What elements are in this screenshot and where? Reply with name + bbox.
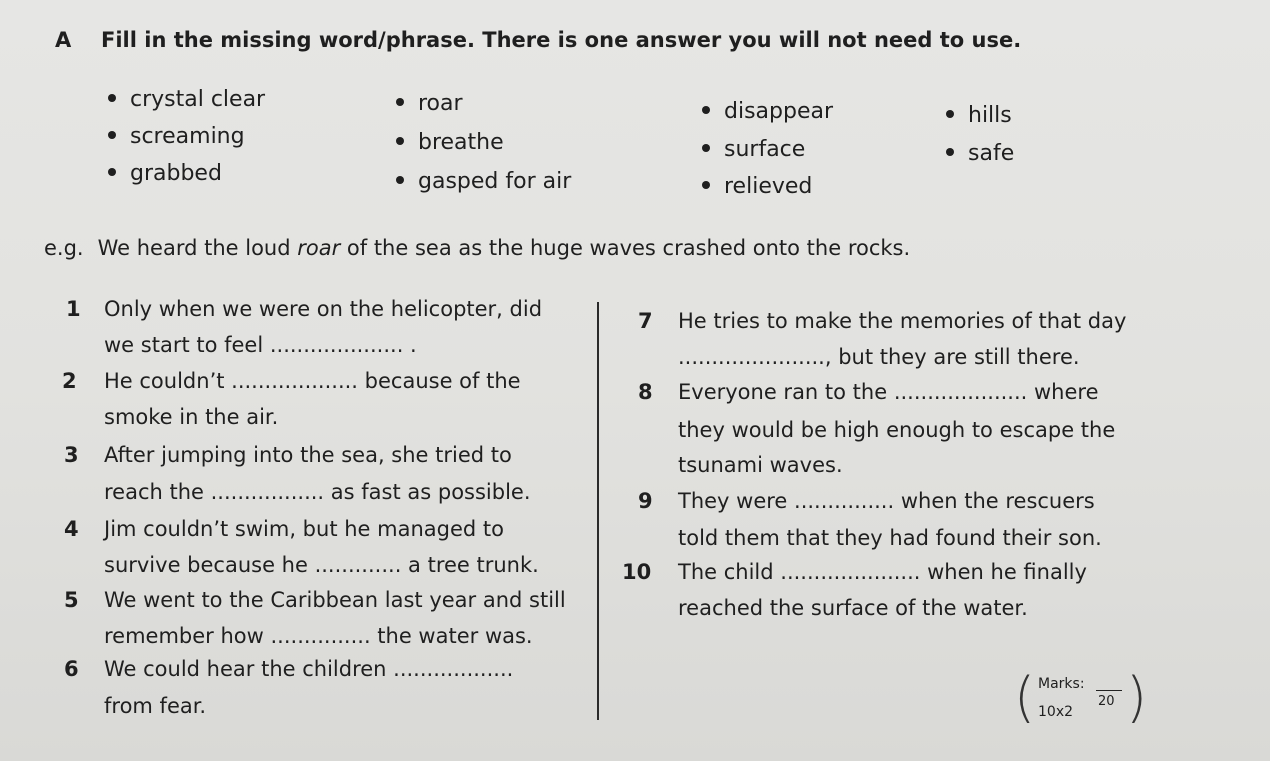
exercise-header <box>55 28 1021 52</box>
question-1-line-1: Only when we were on the helicopter, did <box>104 297 543 321</box>
question-9-line-1: They were ............... when the rescuers <box>678 489 1095 513</box>
bullet-icon <box>702 106 710 114</box>
marks-label: Marks: <box>1038 676 1085 692</box>
question-3-line-1: After jumping into the sea, she tried to <box>104 443 512 467</box>
word-bank-item: disappear <box>702 99 833 124</box>
question-7-line-1: He tries to make the memories of that day <box>678 309 1127 333</box>
question-number: 9 <box>638 489 653 513</box>
close-paren: ) <box>1126 666 1148 729</box>
question-3-line-2: reach the ................. as fast as possible. <box>104 480 531 504</box>
open-paren: ( <box>1014 666 1036 729</box>
bullet-icon <box>702 144 710 152</box>
word-bank-item: screaming <box>108 124 245 149</box>
question-8-line-1: Everyone ran to the .................... where <box>678 380 1099 404</box>
question-4-line-1: Jim couldn’t swim, but he managed to <box>104 517 504 541</box>
example-sentence: e.g. We heard the loud roar of the sea as the huge waves crashed onto the rocks. <box>44 236 911 260</box>
question-5-line-1: We went to the Caribbean last year and still <box>104 588 566 612</box>
question-number: 8 <box>638 380 653 404</box>
exercise-instruction: Fill in the missing word/phrase. There is one answer you will not need to use. <box>101 28 1022 52</box>
question-10-line-2: reached the surface of the water. <box>678 596 1028 620</box>
bullet-icon <box>396 137 404 145</box>
column-divider <box>597 302 599 720</box>
bullet-icon <box>946 148 954 156</box>
word-bank-item: surface <box>702 137 805 162</box>
question-number: 4 <box>64 517 79 541</box>
word-bank-item: crystal clear <box>108 87 265 112</box>
question-7-line-2: ......................, but they are still there. <box>678 345 1080 369</box>
question-number: 1 <box>66 297 81 321</box>
bullet-icon <box>108 168 116 176</box>
word-bank-item: safe <box>946 141 1014 166</box>
question-number: 10 <box>622 560 652 584</box>
question-2-line-2: smoke in the air. <box>104 405 279 429</box>
example-answer: roar <box>297 236 341 260</box>
word-bank-item: breathe <box>396 130 504 155</box>
question-9-line-2: told them that they had found their son. <box>678 526 1102 550</box>
marks-box <box>1014 666 1148 732</box>
question-5-line-2: remember how ............... the water was. <box>104 624 533 648</box>
bullet-icon <box>396 176 404 184</box>
bullet-icon <box>702 181 710 189</box>
question-number: 6 <box>64 657 79 681</box>
word-bank-item: grabbed <box>108 161 222 186</box>
question-8-line-2: they would be high enough to escape the <box>678 418 1116 442</box>
question-number: 7 <box>638 309 653 333</box>
marks-fraction-line <box>1096 690 1122 691</box>
exercise-letter: A <box>55 28 72 52</box>
question-4-line-2: survive because he ............. a tree trunk. <box>104 553 539 577</box>
marks-multiplier: 10x2 <box>1038 704 1074 720</box>
question-number: 2 <box>62 369 77 393</box>
question-1-line-2: we start to feel .................... . <box>104 333 417 357</box>
word-bank-item: roar <box>396 91 463 116</box>
example-label: e.g. <box>44 236 84 260</box>
question-6-line-2: from fear. <box>104 694 207 718</box>
word-bank-item: gasped for air <box>396 169 571 194</box>
question-6-line-1: We could hear the children .................. <box>104 657 514 681</box>
question-10-line-1: The child ..................... when he finally <box>678 560 1087 584</box>
bullet-icon <box>396 98 404 106</box>
marks-total: 20 <box>1098 694 1115 709</box>
question-8-line-3: tsunami waves. <box>678 453 843 477</box>
question-number: 3 <box>64 443 79 467</box>
bullet-icon <box>108 94 116 102</box>
word-bank-item: hills <box>946 103 1012 128</box>
question-2-line-1: He couldn’t ................... because of the <box>104 369 521 393</box>
question-number: 5 <box>64 588 79 612</box>
word-bank-item: relieved <box>702 174 812 199</box>
bullet-icon <box>108 131 116 139</box>
bullet-icon <box>946 110 954 118</box>
